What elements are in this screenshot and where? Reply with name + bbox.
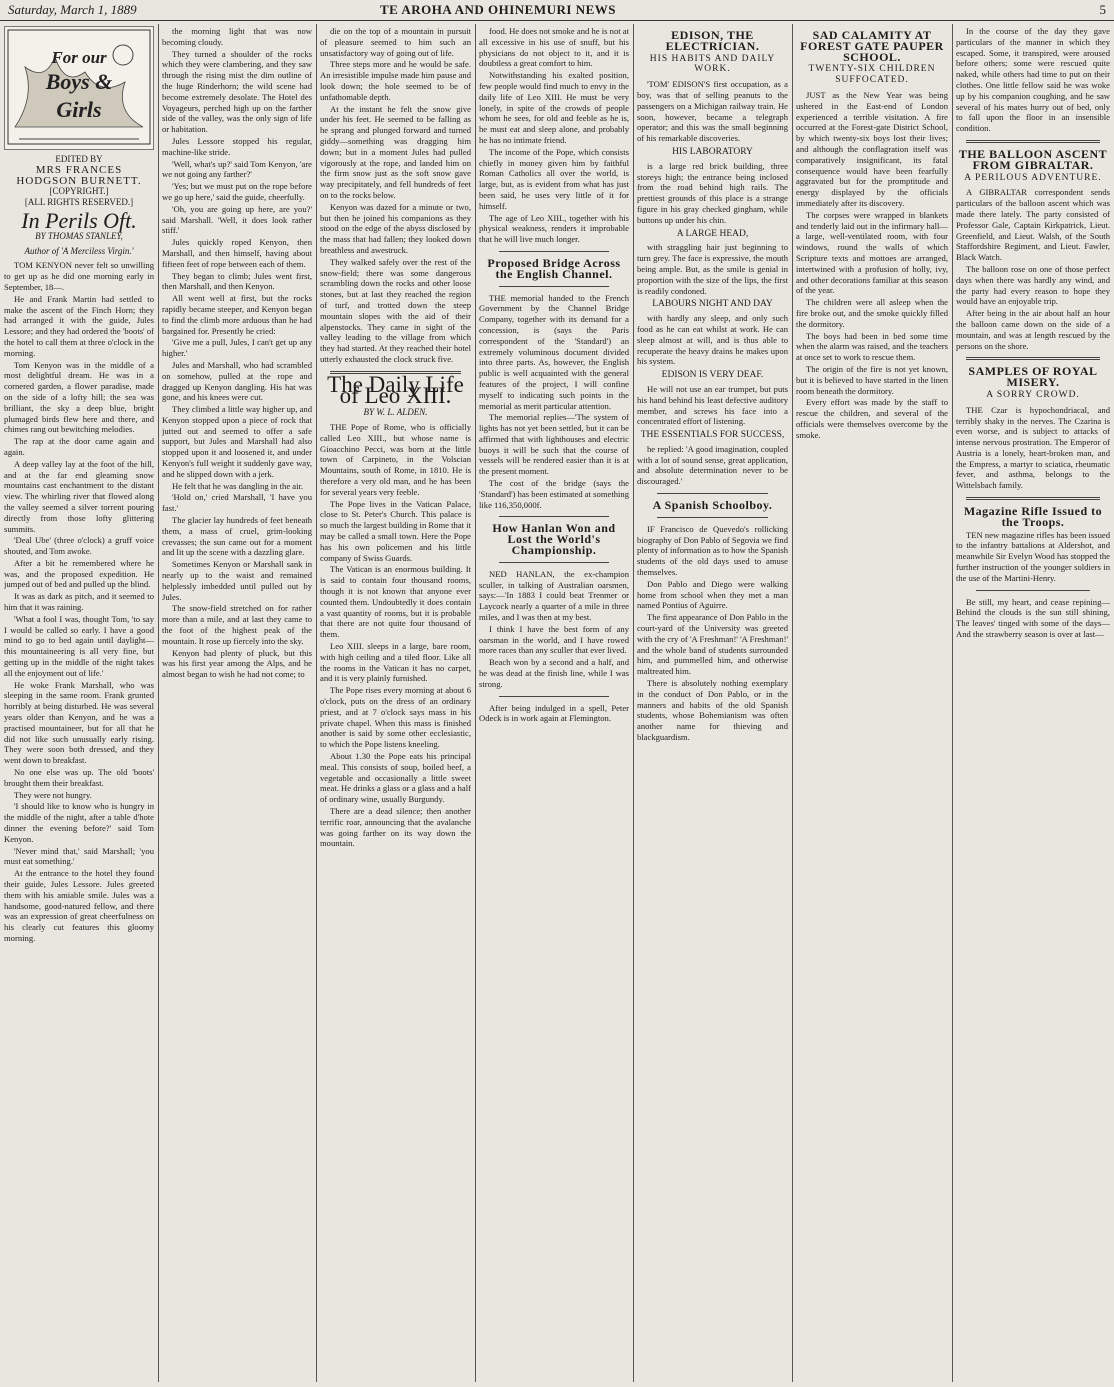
paragraph: Three steps more and he would be safe. An irresistible impulse made him pause and look down; the hole seemed to be of unfathomable depth. xyxy=(320,59,471,102)
paragraph: The age of Leo XIII., together with his physical weakness, renders it improbable that he will live much longer. xyxy=(479,212,629,245)
paragraph: The children were all asleep when the fire broke out, and the smoke quickly filled the dormitory. xyxy=(796,297,948,329)
column-1 xyxy=(4,26,154,1381)
paragraph: They turned a shoulder of the rocks which they were clambering, and they saw through the rising mist the dim outline of the huge Rinderhorn; the wild scene had become extremely desolate. The Hotel des Voyageurs, perched high up on the farther side of the valley, was the only sign of life or habitation. xyxy=(162,48,312,135)
paragraph: JUST as the New Year was being ushered in the East-end of London experienced a terrible visitation. A fire occurred at the Forest-gate District School, by which twenty-six boys lost their lives; and although the conflagration itself was comparatively insignificant, its fatal consequence would have been fearfully aggravated but for the promptitude and energy displayed by the officials immediately after its discovery. xyxy=(796,89,948,208)
column-rule xyxy=(316,24,317,1382)
section-divider xyxy=(499,516,609,517)
article-headline: EDISON, THE ELECTRICIAN. xyxy=(665,28,760,53)
article-subhead: A SORRY CROWD. xyxy=(986,389,1080,400)
paragraph: After being in the air about half an hour the balloon came down on the side of a mountain, and was at length rescued by the persons on the shore. xyxy=(956,308,1110,351)
paragraph: THE Pope of Rome, who is officially called Leo XIII., but whose name is Gioacchino Pecci, was born at the little town of Carpineto, in the Volscian Mountains, south of Rome, in 1810. He is therefore a very old man, and he has been for several years very feeble. xyxy=(320,422,471,497)
paragraph: The balloon rose on one of those perfect days when there was hardly any wind, and the party had every reason to hope they would have an enjoyable trip. xyxy=(956,263,1110,307)
article-headline: Proposed Bridge Across the English Channel. xyxy=(487,255,621,281)
section-divider xyxy=(657,493,768,494)
column-2 xyxy=(162,26,312,1381)
article-subhead: TWENTY-SIX CHILDREN SUFFOCATED. xyxy=(808,64,936,86)
paragraph: He woke Frank Marshall, who was sleeping in the same room. Frank grunted horribly at being disturbed. He was several years older than Kenyon, and he was a practised mountaineer, but for all that he did not like such unusually early rising. They were soon both dressed, and they went down to breakfast. xyxy=(4,679,154,766)
paragraph: Jules Lessore stopped his regular, machine-like stride. xyxy=(162,135,312,157)
paragraph: TEN new magazine rifles has been issued to the infantry battalions at Aldershot, and meanwhile Sir Evelyn Wood has stopped the further instruction of the younger soldiers in the use of the Martini-Henry. xyxy=(956,529,1110,583)
paragraph: with hardly any sleep, and only such food as he can eat whilst at work. He can sleep almost at will, and is thus able to recuperate the heavy drains he makes upon his system. xyxy=(637,313,788,367)
paragraph: Sometimes Kenyon or Marshall sank in nearly up to the waist and remained helplessly imbedded until pulled out by Jules. xyxy=(162,559,312,602)
edited-by-label: EDITED BY xyxy=(55,154,103,164)
column-rule xyxy=(475,24,476,1382)
paragraph: After being indulged in a spell, Peter Odeck is in work again at Flemington. xyxy=(479,702,629,724)
section-caption: THE ESSENTIALS FOR SUCCESS, xyxy=(640,430,785,441)
paragraph: Don Pablo and Diego were walking home from school when they met a man named Pontius of Aguirre. xyxy=(637,578,788,611)
paragraph: The Pope lives in the Vatican Palace, close to St. Peter's Church. This palace is so much the largest building in Rome that it may be called a small town. Here the Pope has his own policemen and his little company of Swiss Guards. xyxy=(320,498,471,563)
paragraph: 'Well, what's up?' said Tom Kenyon, 'are we not going any farther?' xyxy=(162,158,312,180)
svg-text:Boys &: Boys & xyxy=(45,69,113,94)
section-divider xyxy=(499,286,609,287)
paragraph: A deep valley lay at the foot of the hill, and at the far end gleaming snow mountains cast enchantment to the distant view. The whirling river that flowed along the valley seemed a silver torrent pouring directly from those lofty glittering summits. xyxy=(4,458,154,534)
paragraph: TOM KENYON never felt so unwilling to get up as he did one morning early in September, 18—. xyxy=(4,260,154,292)
article-headline: How Hanlan Won and Lost the World's Championship. xyxy=(492,521,616,558)
paragraph: The Pope rises every morning at about 6 o'clock, puts on the dress of an ordinary priest, and at 7 o'clock says mass in his private chapel. When this mass is finished another is said by some other ecclesiastic, to which the Pope listens kneeling. xyxy=(320,685,471,750)
section-caption: EDISON IS VERY DEAF. xyxy=(661,370,764,381)
paragraph: THE memorial handed to the French Government by the Channel Bridge Company, together with its demand for a concession, is (says the Paris correspondent of the 'Standard') an extremely voluminous document divided into three parts. As, however, the English public is well acquainted with the general features of the project, I will confine myself to indicating such points in the memorial as merit particular attention. xyxy=(479,292,629,411)
paragraph: The snow-field stretched on for rather more than a mile, and at last they came to the foot of the highest peak of the mountain. It rose up fiercely into the sky. xyxy=(162,603,312,646)
paragraph: There is absolutely nothing exemplary in the conduct of Don Pablo, or in the manners and habits of the old Spanish students, whose Bohemianism was often another name for thieving and blackguardism. xyxy=(637,678,788,743)
column-rule xyxy=(633,24,634,1382)
svg-text:Girls: Girls xyxy=(56,97,102,122)
paragraph: Kenyon was dazed for a minute or two, but then he joined his companions as they stood on the edge of the abyss disclosed by the mass that had fallen; they looked down breathless and awestruck. xyxy=(320,201,471,255)
article-headline: A Spanish Schoolboy. xyxy=(652,498,773,513)
paragraph: 'Deal Ube' (three o'clock) a gruff voice shouted, and Tom awoke. xyxy=(4,535,154,557)
paragraph: They climbed a little way higher up, and Kenyon stopped upon a piece of rock that jutted out and seemed to offer a safe support, but Jules and Marshall had also stopped upon it and loosened it, and under Kenyon's full weight it suddenly gave way, and he slipped down with a jerk. xyxy=(162,404,312,479)
paragraph: 'Never mind that,' said Marshall; 'you must eat something.' xyxy=(4,845,154,867)
column-rule xyxy=(952,24,953,1382)
section-divider xyxy=(966,357,1100,360)
paragraph: The first appearance of Don Pablo in the court-yard of the University was greeted with the cry of 'A Freshman!' 'A Freshman!' and the whole band of students surrounded him, and pummelled him, and otherwise maltreated him. xyxy=(637,612,788,677)
paragraph: 'Give me a pull, Jules, I can't get up any higher.' xyxy=(162,337,312,359)
paragraph: The boys had been in bed some time when the alarm was raised, and the teachers at once set to work to rescue them. xyxy=(796,330,948,363)
paragraph: At the entrance to the hotel they found their guide, Jules Lessore. Jules greeted them with his amiable smile. Jules was a handsome, good-natured fellow, and there was an expression of great cheerfulness on his clearly cut features this gloomy morning. xyxy=(4,868,154,943)
section-divider xyxy=(966,140,1100,143)
paragraph: He felt that he was dangling in the air. xyxy=(172,480,304,491)
paragraph: A GIBRALTAR correspondent sends particulars of the balloon ascent which was made there lately. The party consisted of Professor Gale, Captain Kirkpatrick, Lieut. Greenfield, and Lieut. Walsh, of the South Staffordshire Regiment, and Lieut. Fawler, Black Watch. xyxy=(956,187,1110,263)
story-title: In Perils Oft. xyxy=(21,207,137,233)
rights-notice: [ALL RIGHTS RESERVED.] xyxy=(24,197,134,208)
paragraph: with straggling hair just beginning to turn grey. The face is expressive, the mouth being ample. But, as the smile is genial in proportion with the size of the lips, the first is readily condoned. xyxy=(637,242,788,296)
paragraph: The Vatican is an enormous building. It is said to contain four thousand rooms, though it is not known that anyone ever counted them. Undoubtedly it does contain a vast quantity of rooms, but it is probable that there are not quite four thousand of them. xyxy=(320,564,471,640)
article-headline: SAMPLES OF ROYAL MISERY. xyxy=(968,364,1098,390)
paragraph: 'Yes; but we must put on the rope before we go up here,' said the guide, cheerfully. xyxy=(162,181,312,202)
article-headline: THE BALLOON ASCENT FROM GIBRALTAR. xyxy=(958,146,1108,172)
paragraph: 'TOM' EDISON'S first occupation, as a boy, was that of selling peanuts to the passengers on a Michigan railway train. He soon, however, became a telegraph operator; and this was the small beginning of his remarkable discoveries. xyxy=(637,79,788,144)
paragraph: he replied: 'A good imagination, coupled with a lot of sound sense, great application, and absolute determination never to be discouraged.' xyxy=(637,443,788,487)
paragraph: NED HANLAN, the ex-champion sculler, in talking of Australian oarsmen, says:—'In 1883 I could beat Trenmer or Laycock nearly a quarter of a mile in three miles, and I was then at my best. xyxy=(479,568,629,623)
paragraph: Notwithstanding his exalted position, few people would find much to envy in the daily life of Leo XIII. He must be very lonely, in spite of the crowds of people whom he sees, for old and feeble as he is, he must eat and sleep alone, and probably he has no intimate friend. xyxy=(479,70,629,145)
section-divider xyxy=(499,696,609,697)
article-headline: Magazine Rifle Issued to the Troops. xyxy=(963,504,1103,529)
masthead-page-number: 5 xyxy=(1099,2,1106,17)
article-subhead: A PERILOUS ADVENTURE. xyxy=(964,172,1102,183)
paragraph: It was as dark as pitch, and it seemed to him that it was raining. xyxy=(4,591,154,613)
section-divider xyxy=(976,590,1090,591)
paragraph: Beach won by a second and a half, and he was dead at the finish line, while I was strong. xyxy=(479,657,629,689)
section-divider xyxy=(657,517,768,518)
paragraph: Be still, my heart, and cease repining—Behind the clouds is the sun still shining, The leaves' tinged with some of the days—And the strawberry season is over at last— xyxy=(956,596,1110,640)
paragraph: The glacier lay hundreds of feet beneath them, a mass of cruel, grim-looking crevasses; the sun came out for a moment and lit up the scene with a dazzling glare. xyxy=(162,515,312,558)
paragraph: The income of the Pope, which consists chiefly in money given him by faithful Roman Catholics all over the world, is large, but, as is evident from what has just been said, he uses very little of it for himself. xyxy=(479,146,629,211)
column-3 xyxy=(320,26,471,1381)
paragraph: Tom Kenyon was in the middle of a most delightful dream. He was in a cornered garden, a flower paradise, made on the side of a lofty hill; the sea was brilliant, the sky a deep blue, bright plumaged birds flew here and there, and chimes rang out bewitching melodies. xyxy=(4,359,154,435)
section-caption: LABOURS NIGHT AND DAY xyxy=(652,299,773,310)
paragraph: Jules and Marshall, who had scrambled on somehow, pulled at the rope and dragged up Kenyon dangling. His hat was gone, and his knees were cut. xyxy=(162,359,312,403)
paragraph: They began to climb; Jules went first, then Marshall, and then Kenyon. xyxy=(162,270,312,292)
article-headline: The Daily Life of Leo XIII. xyxy=(327,371,464,408)
masthead-date: Saturday, March 1, 1889 xyxy=(8,2,137,17)
paragraph: In the course of the day they gave particulars of the manner in which they escaped. Some, it transpired, were aroused before others; some were rescued quite naked, while others had time to put on their clothes. One little fellow said he was woke up by his companion coughing, and he saw several of his mates hurry out of bed, only to fall upon the floor in an insensible condition. xyxy=(956,26,1110,134)
svg-text:For our: For our xyxy=(51,48,107,67)
paragraph: There are a dead silence; then another terrific roar, announcing that the avalanche was going farther on its way down the mountain. xyxy=(320,805,471,849)
ornamental-title-illustration xyxy=(5,27,153,147)
paragraph: No one else was up. The old 'boots' brought them their breakfast. xyxy=(4,767,154,788)
paragraph: He and Frank Martin had settled to make the ascent of the Finch Horn; they had arranged it with the guide, Jules Lessore; and they had ordered the 'boots' of the hotel to call them at three o'clock in the morning. xyxy=(4,293,154,358)
paragraph: food. He does not smoke and he is not at all excessive in his use of snuff, but his physicians do not object to it, and it is doubtless a great comfort to him. xyxy=(479,26,629,69)
paragraph: He will not use an ear trumpet, but puts his hand behind his least defective auditory member, and screws his face into a concentrated effort of listening. xyxy=(637,383,788,427)
paragraph: About 1.30 the Pope eats his principal meal. This consists of soup, boiled beef, a vegetable and occasionally a little sweet meat. He drinks a glass or a glass and a half of ordinary wine, usually Burgundy. xyxy=(320,751,471,805)
section-divider xyxy=(499,562,609,563)
paragraph: The memorial replies—'The system of lights has not yet been settled, but it can be affirmed that with lighthouses and electric buoys it will be such that the course of vessels will be rendered easier than it is at the present moment. xyxy=(479,412,629,477)
for-our-boys-and-girls-logo xyxy=(4,26,154,150)
paragraph: They walked safely over the rest of the snow-field; there was some dangerous scrambling down the rocks and other loose stones, but at last they reached the region of turf, and trotted down the steep mountain slopes with the aid of their alpenstocks. They came in sight of the valley leading to the village from which they had started. At they reached their hotel utterly exhausted the clock struck five. xyxy=(320,256,471,364)
masthead xyxy=(0,0,1114,21)
section-divider xyxy=(966,497,1100,500)
editor-name: MRS FRANCES HODGSON BURNETT. xyxy=(16,163,142,187)
paragraph: 'I should like to know who is hungry in the middle of the night, after a table d'hote dinner the evening before?' said Tom Kenyon. xyxy=(4,801,154,844)
paragraph: After a bit he remembered where he was, and the proposed expedition. He jumped out of bed and pulled up the blind. xyxy=(4,557,154,590)
paragraph: the morning light that was now becoming cloudy. xyxy=(162,26,312,47)
section-caption: A LARGE HEAD, xyxy=(676,228,749,239)
column-7 xyxy=(956,26,1110,1381)
paragraph: The cost of the bridge (says the 'Standard') has been estimated at something like 116,350,000f. xyxy=(479,478,629,510)
paragraph: Jules quickly roped Kenyon, then Marshall, and then himself, having about fifteen feet of rope between each of them. xyxy=(162,237,312,269)
column-6 xyxy=(796,26,948,1381)
column-rule xyxy=(792,24,793,1382)
paragraph: The corpses were wrapped in blankets and tenderly laid out in the infirmary hall—a large, well-ventilated room, with four windows, round the walls of which Scripture texts and mottoes are arranged, intertwined with a profusion of holly, ivy, and other decorations familiar at this season of the year. xyxy=(796,209,948,296)
section-divider xyxy=(499,251,609,252)
paragraph: THE Czar is hypochondriacal, and terribly shaky in the nerves. The Czarina is even worse, and is subject to attacks of intense nervous prostration. The Emperor of Austria is a lonely, heart-broken man, and the Empress, a martyr to sciatica, rheumatic fever, and asthma, belongs to the Wittelsbach family. xyxy=(956,404,1110,491)
article-headline: SAD CALAMITY AT FOREST GATE PAUPER SCHOOL. xyxy=(800,28,944,64)
column-rule xyxy=(158,24,159,1382)
paragraph: 'What a fool I was, thought Tom, 'to say I would be called so early. I have a good mind to go to bed again until daylight—this mountaineering is all very fine, but getting up in the middle of the night takes all the enjoyment out of life.' xyxy=(4,613,154,678)
story-author: BY THOMAS STANLEY, xyxy=(35,230,123,241)
paragraph: Leo XIII. sleeps in a large, bare room, with high ceiling and a tiled floor. Like all the rooms in the Vatican it has no carpet, and it is very plainly furnished. xyxy=(320,641,471,684)
paragraph: Kenyon had plenty of pluck, but this was his first year among the Alps, and he almost began to wish he had not come; to xyxy=(162,647,312,680)
column-4 xyxy=(479,26,629,1381)
paragraph: I think I have the best form of any oarsman in the world, and I have rowed more races than any sculler that ever lived. xyxy=(479,623,629,656)
paragraph: 'Hold on,' cried Marshall, 'I have you fast.' xyxy=(162,492,312,514)
column-5 xyxy=(637,26,788,1381)
article-subhead: HIS HABITS AND DAILY WORK. xyxy=(649,53,776,75)
paragraph: 'Oh, you are going up here, are you?' said Marshall. 'Well, it does look rather stiff.' xyxy=(162,203,312,236)
section-caption: HIS LABORATORY xyxy=(672,146,753,157)
paragraph: die on the top of a mountain in pursuit of pleasure seemed to him such an unsatisfactory way of going out of life. xyxy=(320,26,471,58)
paragraph: All went well at first, but the rocks rapidly became steeper, and Kenyon began to find the climb more arduous than he had bargained for. Presently he cried: xyxy=(162,293,312,336)
masthead-title: TE AROHA AND OHINEMURI NEWS xyxy=(380,2,616,17)
copyright-notice: [COPYRIGHT.] xyxy=(49,186,109,197)
paragraph: They were not hungry. xyxy=(14,789,92,800)
paragraph: At the instant he felt the snow give under his feet. He seemed to be falling as he sprang and plunged forward and turned giddy—something was dragging him down; but in a moment Jules had pulled vigorously at the rope, and landed him on the firm snow just as the soft snow gave way precipitately, and fell hundreds of feet on to the rocks below. xyxy=(320,103,471,200)
paragraph: IF Francisco de Quevedo's rollicking biography of Don Pablo of Segovia we find plenty of information as to how the Spanish students of the old days used to amuse themselves. xyxy=(637,523,788,578)
paragraph: Every effort was made by the staff to rescue the children, and several of the officials were themselves overcome by the smoke. xyxy=(796,397,948,440)
paragraph: The rap at the door came again and again. xyxy=(4,436,154,457)
story-author-note: Author of 'A Merciless Virgin.' xyxy=(24,245,134,256)
paragraph: is a large red brick building, three storeys high; the entrance being inclosed from the road behind high rails. The prettiest grounds of this place is a strange figure in his gray checked gingham, while buttons up under his chin. xyxy=(637,160,788,225)
paragraph: The origin of the fire is not yet known, but it is believed to have started in the linen room beneath the dormitory. xyxy=(796,363,948,396)
article-byline: BY W. L. ALDEN. xyxy=(363,407,428,418)
